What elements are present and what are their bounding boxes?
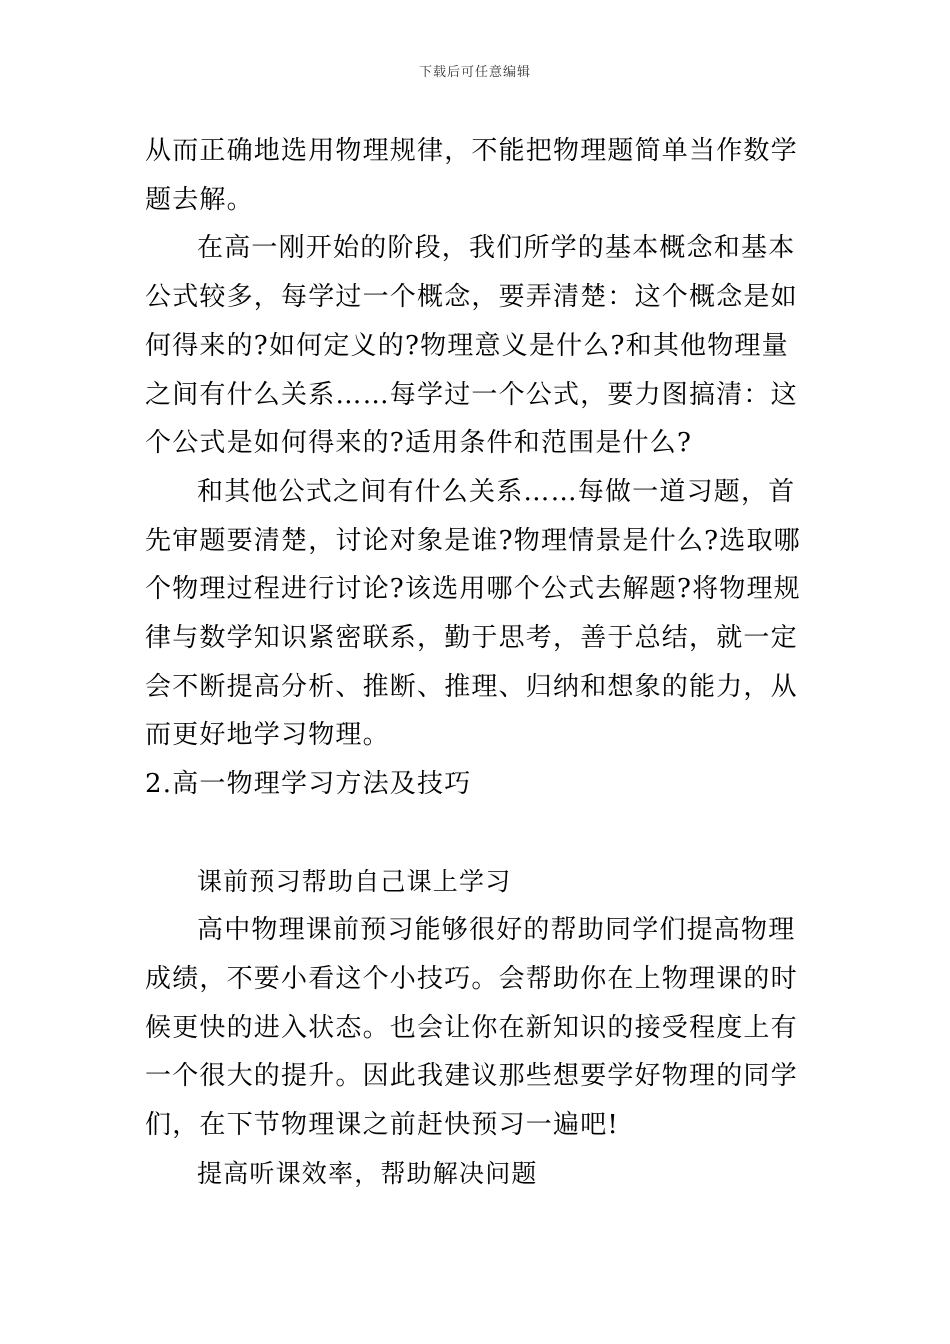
paragraph: 从而正确地选用物理规律，不能把物理题简单当作数学题去解。 — [145, 136, 798, 215]
paragraph: 在高一刚开始的阶段，我们所学的基本概念和基本公式较多，每学过一个概念，要弄清楚：这个概念是如何得来的?如何定义的?物理意义是什么?和其他物理量之间有什么关系……每学过一个公式，要力图搞清：这个公式是如何得来的?适用条件和范围是什么? — [145, 233, 798, 459]
paragraph: 和其他公式之间有什么关系……每做一道习题，首先审题要清楚，讨论对象是谁?物理情景是什么?选取哪个物理过程进行讨论?该选用哪个公式去解题?将物理规律与数学知识紧密联系，勤于思考，善于总结，就一定会不断提高分析、推断、推理、归纳和想象的能力，从而更好地学习物理。 — [145, 476, 801, 751]
subheading: 课前预习帮助自己课上学习 — [197, 866, 512, 896]
paragraph: 高中物理课前预习能够很好的帮助同学们提高物理成绩，不要小看这个小技巧。会帮助你在上物理课的时候更快的进入状态。也会让你在新知识的接受程度上有一个很大的提升。因此我建议那些想要学好物理的同学们，在下节物理课之前赶快预习一遍吧! — [145, 915, 798, 1141]
page-header: 下载后可任意编辑 — [418, 65, 531, 80]
section-title: 2.高一物理学习方法及技巧 — [145, 769, 472, 800]
spacer — [145, 809, 807, 858]
document-body — [145, 127, 807, 1198]
subheading: 提高听课效率，帮助解决问题 — [197, 1158, 538, 1188]
